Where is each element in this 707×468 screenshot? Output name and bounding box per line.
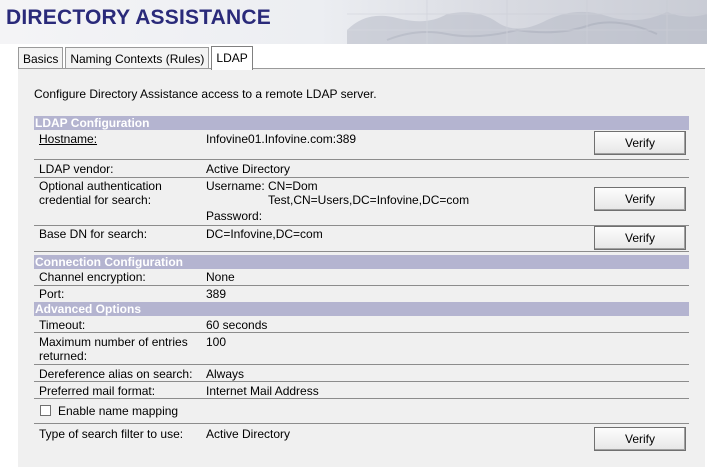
- max-entries-value: 100: [206, 335, 227, 349]
- auth-label-line1: Optional authentication: [39, 179, 162, 193]
- vendor-label: LDAP vendor:: [39, 162, 114, 176]
- port-value: 389: [206, 287, 227, 301]
- name-mapping-label[interactable]: Enable name mapping: [58, 404, 179, 418]
- verify-basedn-button[interactable]: Verify: [594, 226, 686, 250]
- vendor-value: Active Directory: [206, 162, 291, 176]
- row-dereference-alias: [34, 365, 689, 382]
- header-banner: [0, 0, 707, 44]
- password-label: Password:: [206, 209, 263, 223]
- page-title: DIRECTORY ASSISTANCE: [6, 6, 271, 29]
- timeout-value: 60 seconds: [206, 318, 268, 332]
- row-timeout: [34, 316, 689, 333]
- hostname-label[interactable]: Hostname:: [39, 132, 98, 146]
- section-connection-configuration: Connection Configuration: [34, 255, 689, 269]
- tab-ldap[interactable]: LDAP: [211, 46, 252, 70]
- row-ldap-vendor: [34, 160, 689, 178]
- verify-hostname-button[interactable]: Verify: [594, 131, 686, 155]
- row-hostname: [34, 130, 689, 160]
- row-search-filter: [34, 424, 689, 454]
- auth-label-line2: credential for search:: [39, 193, 152, 207]
- row-name-mapping: [34, 399, 689, 424]
- max-entries-label-line1: Maximum number of entries: [39, 335, 188, 349]
- row-mail-format: [34, 382, 689, 399]
- section-advanced-options: Advanced Options: [34, 302, 689, 316]
- section-ldap-configuration: LDAP Configuration: [34, 116, 689, 130]
- tab-naming-contexts[interactable]: Naming Contexts (Rules): [65, 47, 209, 69]
- max-entries-label-line2: returned:: [39, 349, 88, 363]
- filter-value: Active Directory: [206, 427, 291, 441]
- username-label: Username:: [206, 179, 265, 193]
- tab-bar: [18, 47, 255, 69]
- encryption-value: None: [206, 270, 235, 284]
- port-label: Port:: [39, 287, 65, 301]
- intro-text: Configure Directory Assistance access to a remote LDAP server.: [34, 87, 377, 101]
- row-port: [34, 286, 689, 302]
- verify-credential-button[interactable]: Verify: [594, 187, 686, 211]
- deref-value: Always: [206, 367, 245, 381]
- row-max-entries: [34, 333, 689, 365]
- username-value-line2: Test,CN=Users,DC=Infovine,DC=com: [268, 193, 470, 207]
- row-auth-credential: [34, 178, 689, 226]
- mail-format-label: Preferred mail format:: [39, 384, 156, 398]
- row-channel-encryption: [34, 269, 689, 286]
- timeout-label: Timeout:: [39, 318, 86, 332]
- basedn-label: Base DN for search:: [39, 227, 148, 241]
- mail-format-value: Internet Mail Address: [206, 384, 319, 398]
- row-base-dn: [34, 226, 689, 252]
- name-mapping-checkbox[interactable]: [40, 405, 51, 416]
- deref-label: Dereference alias on search:: [39, 367, 193, 381]
- filter-label: Type of search filter to use:: [39, 427, 184, 441]
- basedn-value: DC=Infovine,DC=com: [206, 227, 323, 241]
- world-map-background: [327, 0, 707, 44]
- encryption-label: Channel encryption:: [39, 270, 146, 284]
- hostname-value: Infovine01.Infovine.com:389: [206, 132, 357, 146]
- verify-filter-button[interactable]: Verify: [594, 427, 686, 451]
- tab-basics[interactable]: Basics: [18, 47, 63, 69]
- username-value-line1: CN=Dom: [268, 179, 318, 193]
